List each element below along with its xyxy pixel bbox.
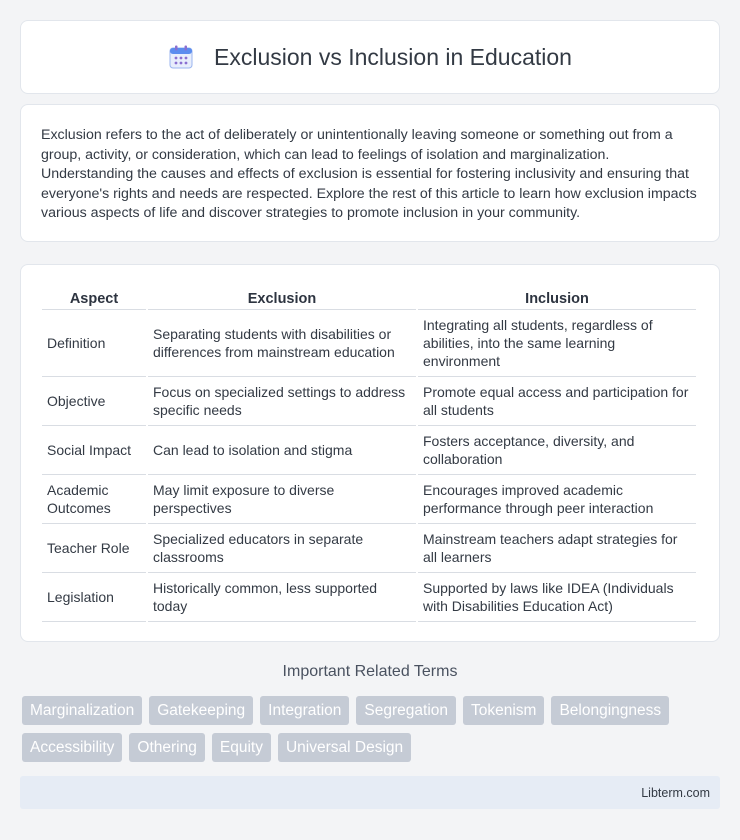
aspect-cell: Teacher Role [42, 524, 146, 573]
aspect-cell: Legislation [42, 573, 146, 622]
related-terms-title: Important Related Terms [282, 663, 458, 680]
related-terms-list [22, 696, 722, 762]
related-term-tag[interactable]: Accessibility [22, 733, 122, 762]
inclusion-cell: Integrating all students, regardless of abilities, into the same learning environment [418, 310, 696, 377]
related-term-tag[interactable]: Segregation [356, 696, 456, 725]
related-term-tag[interactable]: Othering [129, 733, 204, 762]
exclusion-cell: Can lead to isolation and stigma [148, 426, 416, 475]
related-term-tag[interactable]: Tokenism [463, 696, 544, 725]
inclusion-cell: Promote equal access and participation for all students [418, 377, 696, 426]
header-card [20, 20, 720, 94]
header-exclusion: Exclusion [148, 285, 416, 310]
related-term-tag[interactable]: Equity [212, 733, 271, 762]
inclusion-cell: Fosters acceptance, diversity, and collaboration [418, 426, 696, 475]
footer [20, 776, 720, 809]
exclusion-cell: Historically common, less supported today [148, 573, 416, 622]
table-row [42, 573, 696, 622]
intro-card [20, 104, 720, 242]
related-term-tag[interactable]: Belongingness [551, 696, 669, 725]
table-row [42, 524, 696, 573]
header-aspect: Aspect [42, 285, 146, 310]
header-inclusion: Inclusion [418, 285, 696, 310]
title-wrap [168, 44, 572, 71]
table-row [42, 377, 696, 426]
aspect-cell: Definition [42, 310, 146, 377]
related-term-tag[interactable]: Integration [260, 696, 349, 725]
comparison-table-card [20, 264, 720, 642]
comparison-table [40, 285, 698, 622]
table-row [42, 475, 696, 524]
inclusion-cell: Encourages improved academic performance through peer interaction [418, 475, 696, 524]
table-row [42, 426, 696, 475]
footer-site-link[interactable]: Libterm.com [641, 785, 710, 800]
table-row [42, 310, 696, 377]
inclusion-cell: Mainstream teachers adapt strategies for all learners [418, 524, 696, 573]
related-term-tag[interactable]: Marginalization [22, 696, 142, 725]
exclusion-cell: May limit exposure to diverse perspectives [148, 475, 416, 524]
table-header-row [42, 285, 696, 310]
page-title: Exclusion vs Inclusion in Education [214, 43, 572, 70]
aspect-cell: Objective [42, 377, 146, 426]
aspect-cell: Academic Outcomes [42, 475, 146, 524]
exclusion-cell: Focus on specialized settings to address specific needs [148, 377, 416, 426]
exclusion-cell: Specialized educators in separate classrooms [148, 524, 416, 573]
exclusion-cell: Separating students with disabilities or differences from mainstream education [148, 310, 416, 377]
inclusion-cell: Supported by laws like IDEA (Individuals with Disabilities Education Act) [418, 573, 696, 622]
intro-paragraph: Exclusion refers to the act of deliberately or unintentionally leaving someone or something out from a group, activity, or consideration, which can lead to feelings of isolation and marginalization. Understanding the causes and effects of exclusion is essential for fostering inclusivity and ensuring that everyone's rights and needs are respected. Explore the rest of this article to learn how exclusion impacts various aspects of life and discover strategies to promote inclusion in your community. [41, 127, 697, 222]
related-term-tag[interactable]: Gatekeeping [149, 696, 253, 725]
related-term-tag[interactable]: Universal Design [278, 733, 411, 762]
calendar-icon [168, 44, 194, 70]
aspect-cell: Social Impact [42, 426, 146, 475]
